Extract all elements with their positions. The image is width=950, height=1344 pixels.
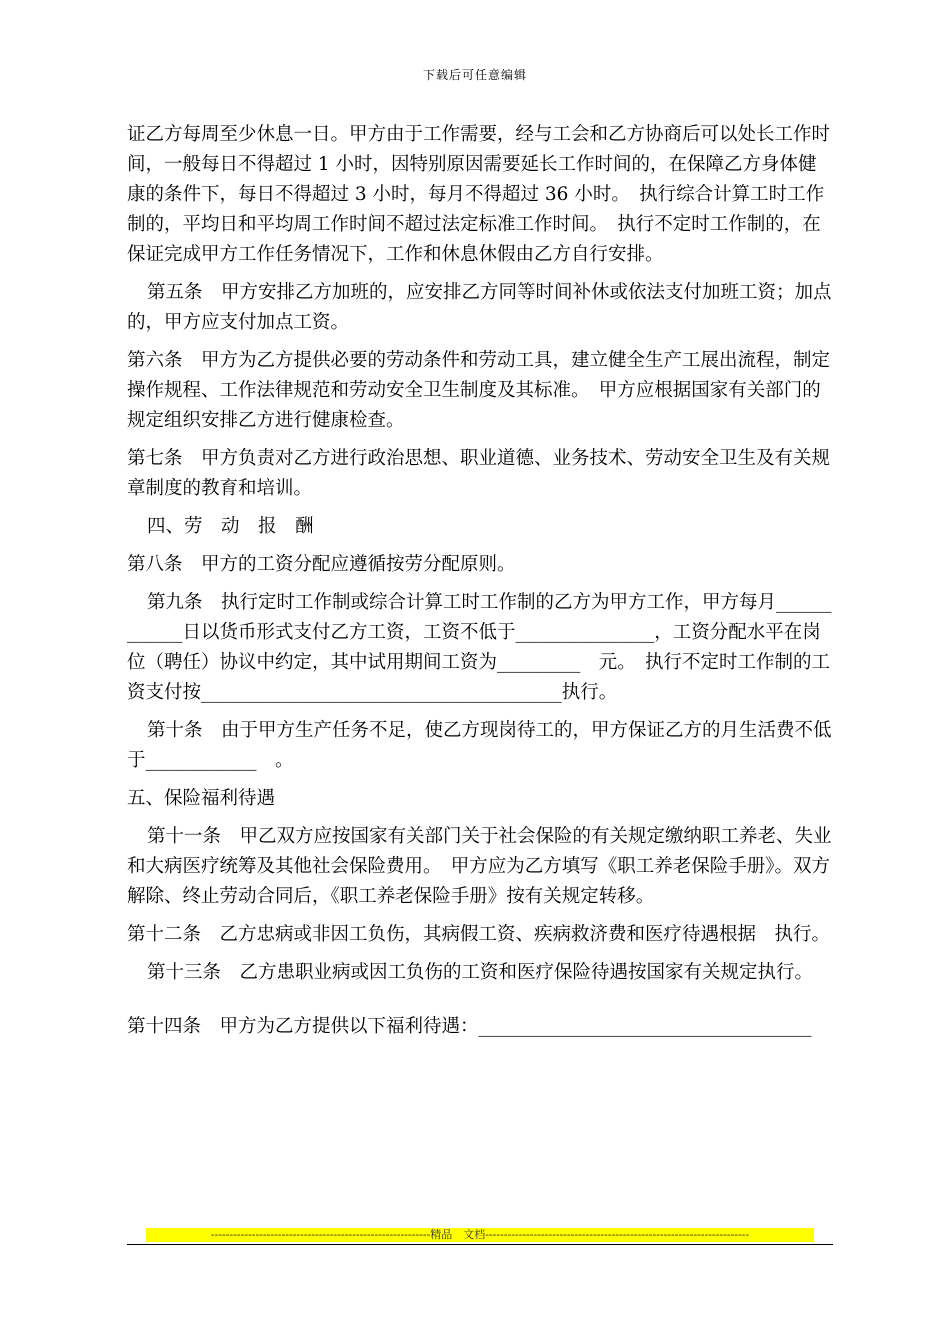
article-6: 第六条 甲方为乙方提供必要的劳动条件和劳动工具，建立健全生产工展出流程，制定操作规程、工作法律规范和劳动安全卫生制度及其标准。 甲方应根据国家有关部门的规定组织安排乙方进行健康检查。 [127, 350, 831, 431]
article-7: 第七条 甲方负责对乙方进行政治思想、职业道德、业务技术、劳动安全卫生及有关规章制度的教育和培训。 [127, 448, 831, 499]
page-header: 下载后可任意编辑 [422, 68, 527, 82]
article-8: 第八条 甲方的工资分配应遵循按劳分配原则。 [127, 554, 516, 575]
article-13: 第十三条 乙方患职业病或因工负伤的工资和医疗保险待遇按国家有关规定执行。 [147, 962, 814, 983]
section-heading-insurance: 五、保险福利待遇 [127, 788, 276, 809]
footer-divider [127, 1244, 833, 1245]
article-11: 第十一条 甲乙双方应按国家有关部门关于社会保险的有关规定缴纳职工养老、失业和大病医疗统筹及其他社会保险费用。 甲方应为乙方填写《职工养老保险手册》。双方解除、终止劳动合同后，《职工养老保险手册》按有关规定转移。 [127, 826, 832, 907]
section-heading-remuneration: 四、劳 动 报 酬 [147, 516, 314, 537]
paragraph-rest-days: 证乙方每周至少休息一日。甲方由于工作需要，经与工会和乙方协商后可以处长工作时间，一般每日不得超过 1 小时，因特别原因需要延长工作时间的，在保障乙方身体健康的条件下，每日不得超过 3 小时，每月不得超过 36 小时。 执行综合计算工时工作制的，平均日和平均周工作时间不超过法定标准工作时间。 执行不定时工作制的，在保证完成甲方工作任务情况下，工作和休息休假由乙方自行安排。 [127, 124, 831, 265]
document-body [127, 120, 833, 1050]
article-10: 第十条 由于甲方生产任务不足，使乙方现岗待工的，甲方保证乙方的月生活费不低于____________ 。 [127, 720, 832, 771]
footer-banner: -----------------------------------------------------------精品 文档----------------------------------------------------------------------- [146, 1228, 814, 1242]
article-5: 第五条 甲方安排乙方加班的，应安排乙方同等时间补休或依法支付加班工资；加点的，甲方应支付加点工资。 [127, 282, 832, 333]
article-14: 第十四条 甲方为乙方提供以下福利待遇：____________________________________ [127, 1016, 812, 1037]
article-9: 第九条 执行定时工作制或综合计算工时工作制的乙方为甲方工作，甲方每月____________日以货币形式支付乙方工资，工资不低于_______________，工资分配水平在岗位（聘任）协议中约定，其中试用期间工资为_________ 元。 执行不定时工作制的工资支付按_______________________________________执行。 [127, 592, 832, 703]
article-12: 第十二条 乙方忠病或非因工负伤，其病假工资、疾病救济费和医疗待遇根据 执行。 [127, 924, 831, 945]
